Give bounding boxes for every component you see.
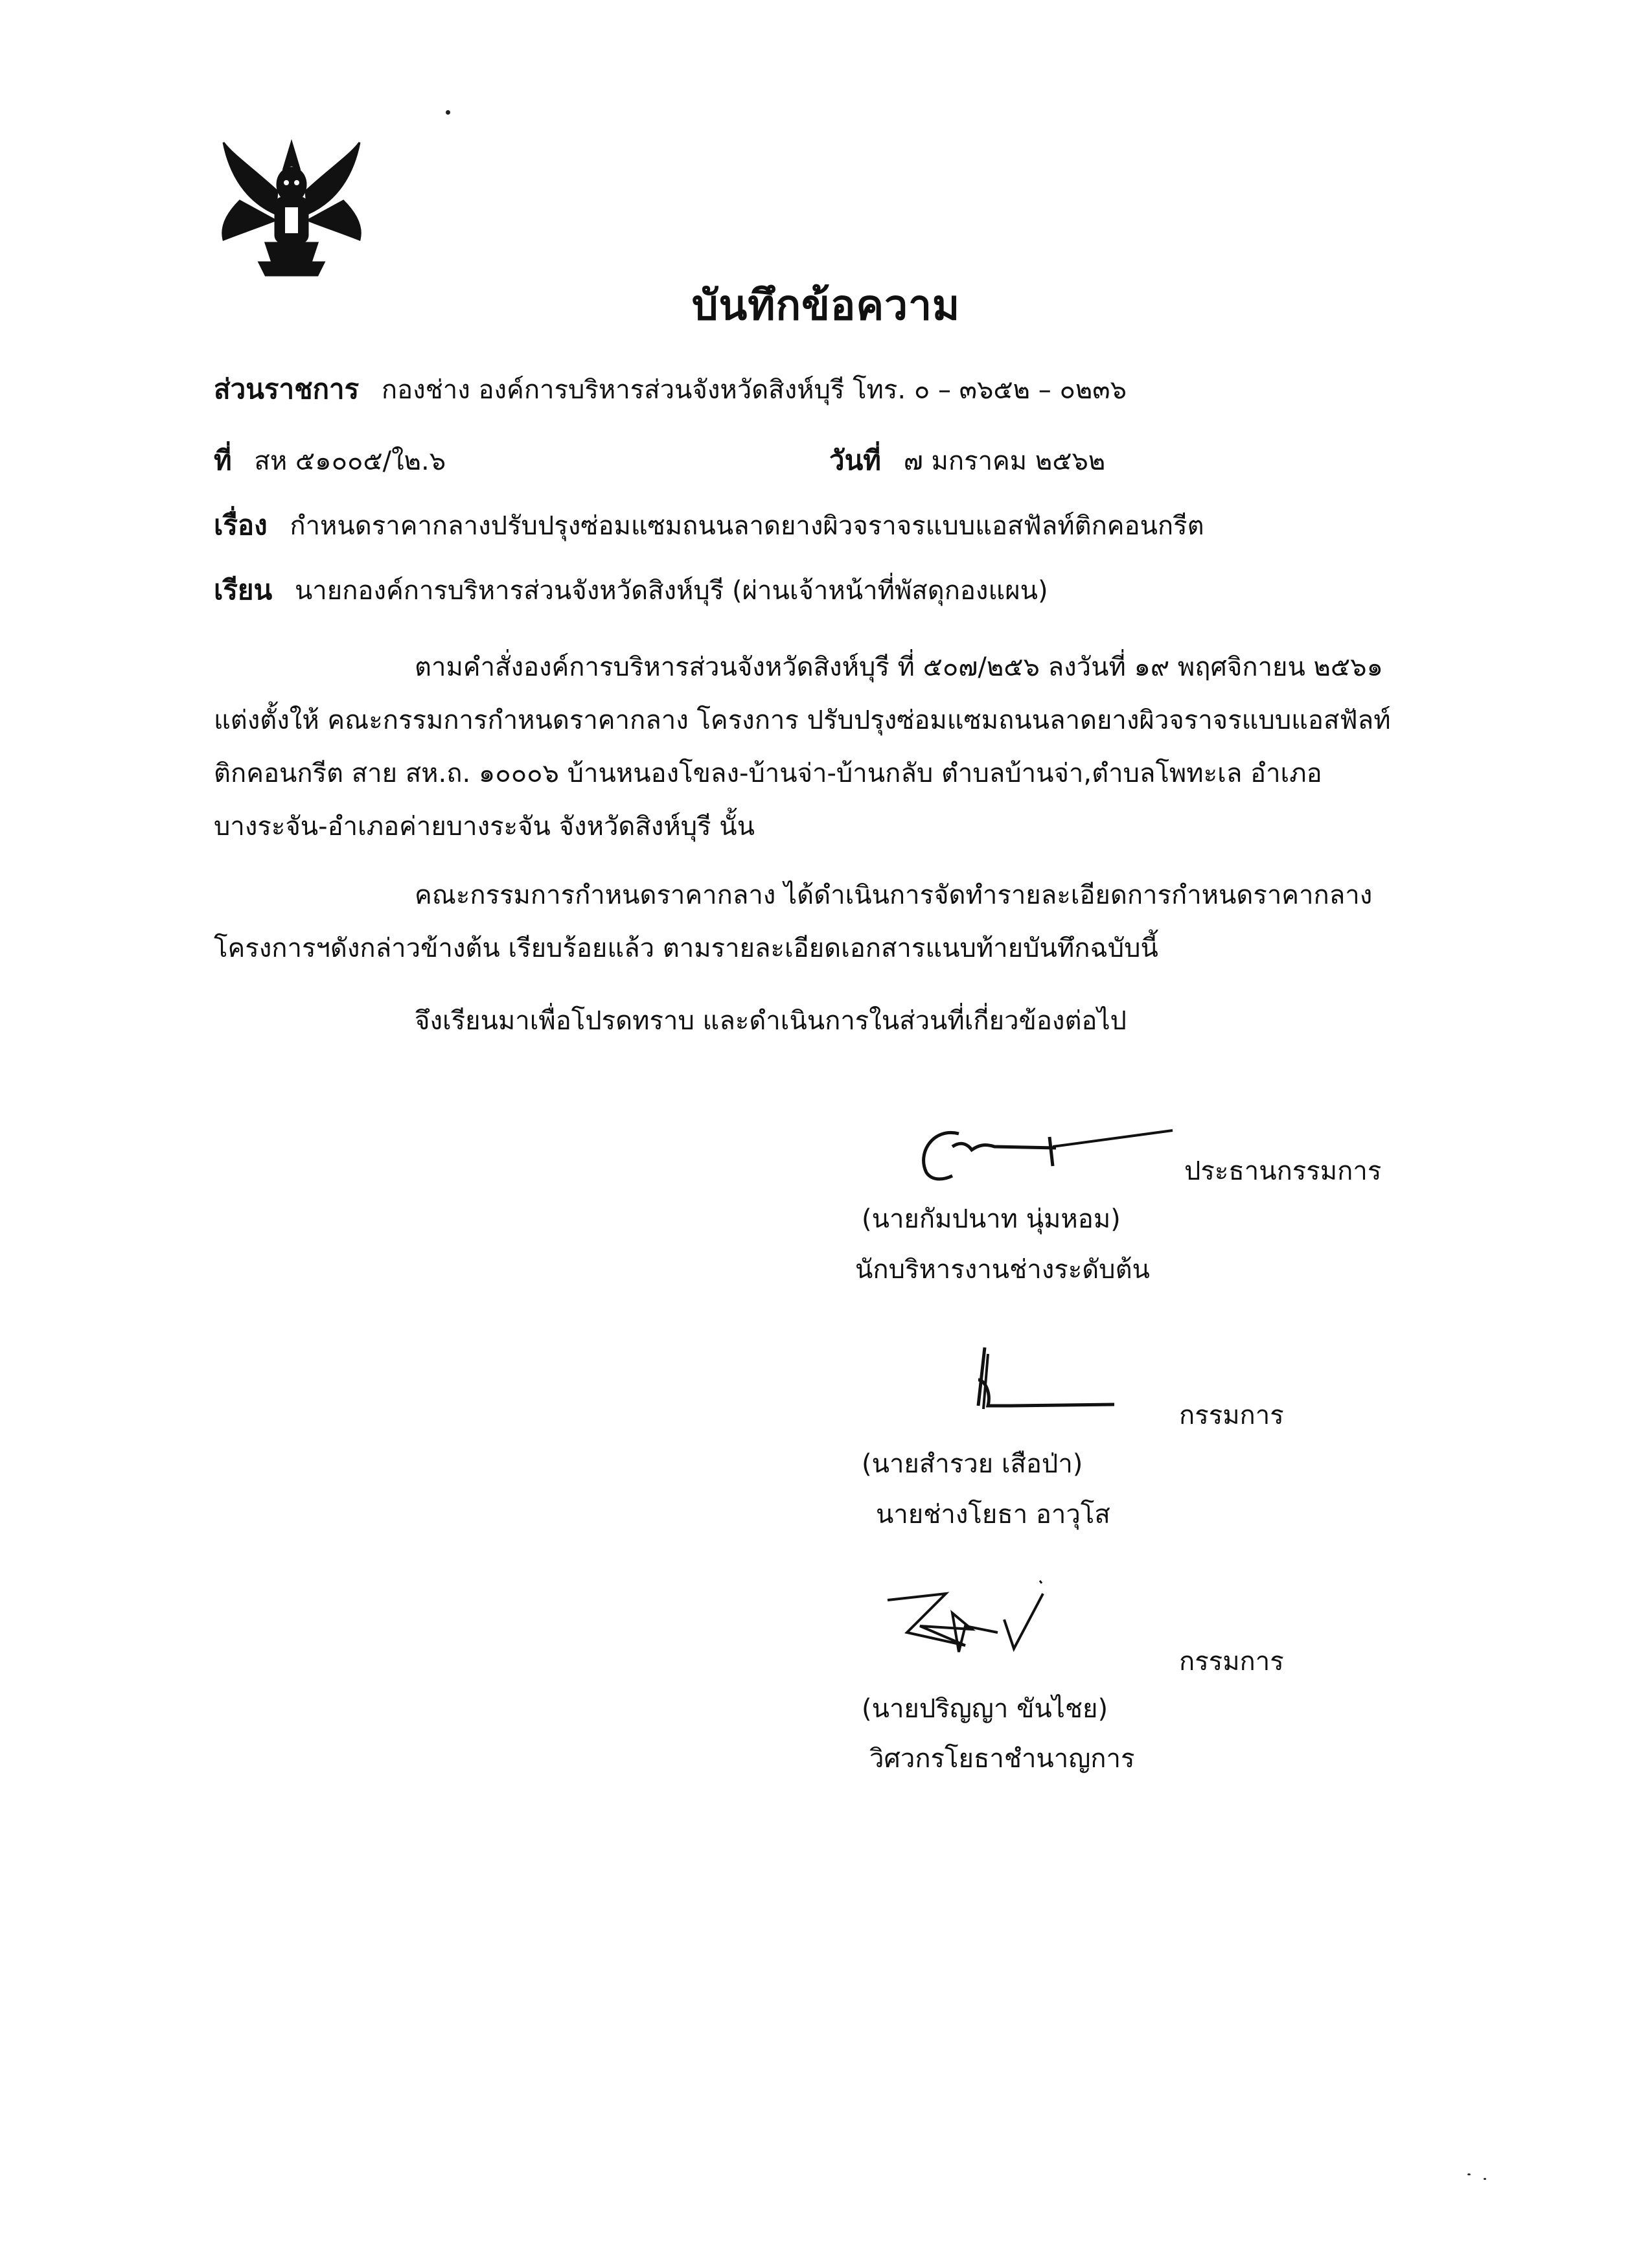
paragraph1-line: ติกคอนกรีต สาย สห.ถ. ๑๐๐๐๖ บ้านหนองโขลง-บ้านจ่า-บ้านกลับ ตำบลบ้านจ่า,ตำบลโพทะเล อำเภอ — [214, 759, 1322, 788]
ref-label: ที่ — [214, 444, 232, 476]
ref-value: สห ๕๑๐๐๕/ใ๒.๖ — [254, 446, 446, 476]
signature-1-name: (นายกัมปนาท นุ่มหอม) — [862, 1204, 1121, 1234]
signature-1-role: ประธานกรรมการ — [1184, 1156, 1382, 1186]
ref-line — [214, 444, 446, 476]
to-value: นายกองค์การบริหารส่วนจังหวัดสิงห์บุรี (ผ่านเจ้าหน้าที่พัสดุกองแผน) — [294, 576, 1048, 606]
paragraph2-line: โครงการฯดังกล่าวข้างต้น เรียบร้อยแล้ว ตามรายละเอียดเอกสารแนบท้ายบันทึกฉบับนี้ — [214, 934, 1158, 963]
signature-3-icon — [875, 1574, 1108, 1671]
paragraph2-line: คณะกรรมการกำหนดราคากลาง ได้ดำเนินการจัดทำรายละเอียดการกำหนดราคากลาง — [415, 880, 1373, 910]
signature-3-role: กรรมการ — [1179, 1647, 1284, 1677]
dept-line — [214, 373, 1127, 405]
signature-2-role: กรรมการ — [1179, 1401, 1284, 1430]
date-line — [829, 444, 1106, 476]
paragraph1-line: ตามคำสั่งองค์การบริหารส่วนจังหวัดสิงห์บุรี ที่ ๕๐๗/๒๕๖ ลงวันที่ ๑๙ พฤศจิกายน ๒๕๖๑ — [415, 652, 1383, 682]
signature-1-position: นักบริหารงานช่างระดับต้น — [855, 1255, 1150, 1285]
subject-line — [214, 509, 1204, 541]
paragraph1-line: บางระจัน-อำเภอค่ายบางระจัน จังหวัดสิงห์บุรี นั้น — [214, 812, 755, 842]
memo-title: บันทึกข้อความ — [691, 282, 961, 330]
signature-3-position: วิศวกรโยธาชำนาญการ — [869, 1744, 1135, 1774]
paragraph1-line: แต่งตั้งให้ คณะกรรมการกำหนดราคากลาง โครงการ ปรับปรุงซ่อมแซมถนนลาดยางผิวจราจรแบบแอสฟัลท์ — [214, 705, 1391, 735]
signature-3-name: (นายปริญญา ขันไชย) — [862, 1694, 1108, 1724]
scan-speck — [1484, 2178, 1486, 2180]
date-value: ๗ มกราคม ๒๕๖๒ — [903, 446, 1106, 476]
to-label: เรียน — [214, 574, 273, 606]
subject-label: เรื่อง — [214, 509, 268, 541]
dept-label: ส่วนราชการ — [214, 373, 360, 405]
signature-2-name: (นายสำรวย เสือป่า) — [862, 1449, 1083, 1479]
subject-value: กำหนดราคากลางปรับปรุงซ่อมแซมถนนลาดยางผิวจราจรแบบแอสฟัลท์ติกคอนกรีต — [290, 511, 1204, 541]
dept-value: กองช่าง องค์การบริหารส่วนจังหวัดสิงห์บุรี โทร. ๐ – ๓๖๕๒ – ๐๒๓๖ — [381, 375, 1127, 405]
closing-text: จึงเรียนมาเพื่อโปรดทราบ และดำเนินการในส่วนที่เกี่ยวข้องต่อไป — [415, 1006, 1127, 1036]
garuda-emblem-icon — [214, 130, 369, 285]
to-line — [214, 574, 1048, 606]
scan-speck — [1467, 2173, 1471, 2175]
signature-2-icon — [959, 1341, 1127, 1432]
signature-1-icon — [907, 1114, 1192, 1192]
scan-speck — [446, 110, 450, 115]
date-label: วันที่ — [829, 444, 881, 476]
signature-2-position: นายช่างโยธา อาวุโส — [876, 1500, 1110, 1529]
